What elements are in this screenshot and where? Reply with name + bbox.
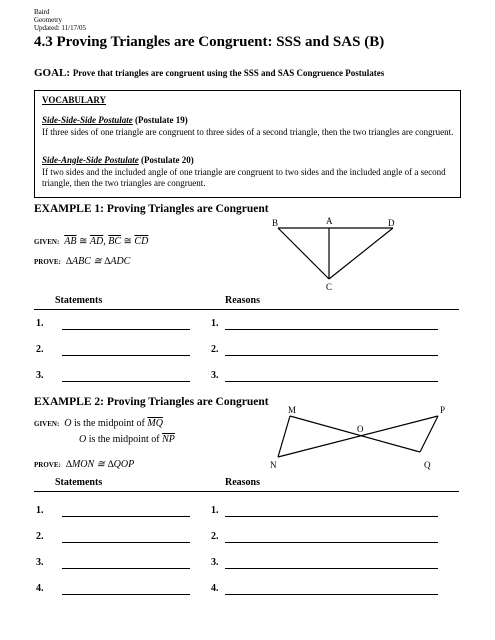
segment-bc <box>278 228 329 279</box>
example1-reason-blank[interactable] <box>225 381 438 382</box>
example2-reason-number: 1. <box>211 505 219 516</box>
example2-statement-blank[interactable] <box>62 568 190 569</box>
example2-statement-number: 1. <box>36 505 44 516</box>
point-o-label: O <box>357 424 364 434</box>
given-point-o: O <box>64 418 72 429</box>
example2-given-line2 <box>79 434 175 445</box>
example2-statement-number: 3. <box>36 557 44 568</box>
example2-prove-label: PROVE: <box>34 461 61 469</box>
example1-reason-blank[interactable] <box>225 355 438 356</box>
example1-prove-label: PROVE: <box>34 258 61 266</box>
given-seg-bc: $\overline{BC}$ <box>108 236 122 247</box>
example2-statement-blank[interactable] <box>62 516 190 517</box>
sss-postulate-name: Side-Side-Side Postulate <box>42 115 133 125</box>
point-m-label: M <box>288 405 297 415</box>
segment-pq <box>420 416 438 452</box>
example2-statement-number: 2. <box>36 531 44 542</box>
example2-reason-blank[interactable] <box>225 594 438 595</box>
point-n-label: N <box>270 460 277 470</box>
example1-title: EXAMPLE 1: Proving Triangles are Congruent <box>34 203 269 215</box>
example1-statements-header: Statements <box>55 295 103 306</box>
example2-statement-number: 4. <box>36 583 44 594</box>
point-c-label: C <box>326 282 333 292</box>
header-author: Baird <box>34 8 50 16</box>
example2-reason-blank[interactable] <box>225 542 438 543</box>
example1-statement-number: 1. <box>36 318 44 329</box>
example2-reason-number: 4. <box>211 583 219 594</box>
goal-text: Prove that triangles are congruent using the SSS and SAS Congruence Postulates <box>72 68 385 78</box>
example2-reason-blank[interactable] <box>225 568 438 569</box>
sas-postulate-text: If two sides and the included angle of one triangle are congruent to two sides and the included angle of a second triangle, then the two triangles are congruent. <box>42 167 446 188</box>
given-midpoint-text: is the midpoint of <box>86 434 163 445</box>
example2-prove <box>34 459 134 470</box>
goal-label: GOAL: <box>34 67 71 79</box>
given-seg-ad: $\overline{AD}$ <box>89 236 104 247</box>
header-course: Geometry <box>34 16 62 24</box>
example2-statements-header: Statements <box>55 477 103 488</box>
congruent-symbol: ≅ <box>79 236 88 247</box>
point-a-label: A <box>326 216 333 226</box>
example2-title: EXAMPLE 2: Proving Triangles are Congruent <box>34 396 269 408</box>
segment-dc <box>329 228 393 279</box>
segment-mq <box>290 416 420 452</box>
given-seg-np: $\overline{NP}$ <box>162 434 175 445</box>
comma: , <box>103 236 109 247</box>
goal-line <box>34 67 384 79</box>
example1-reason-number: 2. <box>211 344 219 355</box>
example1-given-label: GIVEN: <box>34 238 60 246</box>
point-q-label: Q <box>424 460 431 470</box>
example1-statement-blank[interactable] <box>62 329 190 330</box>
example1-statement-number: 3. <box>36 370 44 381</box>
example1-statement-number: 2. <box>36 344 44 355</box>
example1-statement-blank[interactable] <box>62 355 190 356</box>
given-seg-ab: $\overline{AB}$ <box>64 236 77 247</box>
point-p-label: P <box>440 405 446 415</box>
sas-postulate-title <box>42 155 194 165</box>
given-midpoint-text: is the midpoint of <box>71 418 148 429</box>
example1-reason-blank[interactable] <box>225 329 438 330</box>
example1-reason-number: 1. <box>211 318 219 329</box>
example1-prove <box>34 256 130 267</box>
given-seg-cd: $\overline{CD}$ <box>134 236 149 247</box>
vocabulary-heading: VOCABULARY <box>42 95 107 105</box>
example1-prove-text: ∆ABC ≅ ∆ADC <box>65 256 131 267</box>
sss-postulate-ref: (Postulate 19) <box>135 115 188 125</box>
example1-statement-blank[interactable] <box>62 381 190 382</box>
example2-prove-text: ∆MON ≅ ∆QOP <box>65 459 135 470</box>
segment-mn <box>278 416 290 457</box>
given-point-o: O <box>79 434 87 445</box>
example2-given-line1 <box>34 418 163 429</box>
example1-given <box>34 236 148 247</box>
example1-header-rule <box>34 309 459 310</box>
example1-reason-number: 3. <box>211 370 219 381</box>
example2-header-rule <box>34 491 459 492</box>
point-d-label: D <box>388 218 395 228</box>
page-title: 4.3 Proving Triangles are Congruent: SSS and SAS (B) <box>34 34 385 50</box>
sas-postulate-name: Side-Angle-Side Postulate <box>42 155 139 165</box>
example2-diagram <box>270 405 460 465</box>
header-updated: Updated: 11/17/05 <box>34 24 87 32</box>
example2-given-label: GIVEN: <box>34 420 60 428</box>
example2-reasons-header: Reasons <box>225 477 261 488</box>
vocabulary-box <box>34 90 461 198</box>
sss-postulate-text: If three sides of one triangle are congruent to three sides of a second triangle, then the two triangles are congruent. <box>42 127 454 137</box>
sss-postulate-title <box>42 115 188 125</box>
point-b-label: B <box>272 218 279 228</box>
example2-statement-blank[interactable] <box>62 542 190 543</box>
congruent-symbol: ≅ <box>123 236 132 247</box>
example2-reason-blank[interactable] <box>225 516 438 517</box>
example2-reason-number: 3. <box>211 557 219 568</box>
example2-reason-number: 2. <box>211 531 219 542</box>
given-seg-mq: $\overline{MQ}$ <box>147 418 163 429</box>
example2-statement-blank[interactable] <box>62 594 190 595</box>
sas-postulate-ref: (Postulate 20) <box>141 155 194 165</box>
example1-reasons-header: Reasons <box>225 295 261 306</box>
